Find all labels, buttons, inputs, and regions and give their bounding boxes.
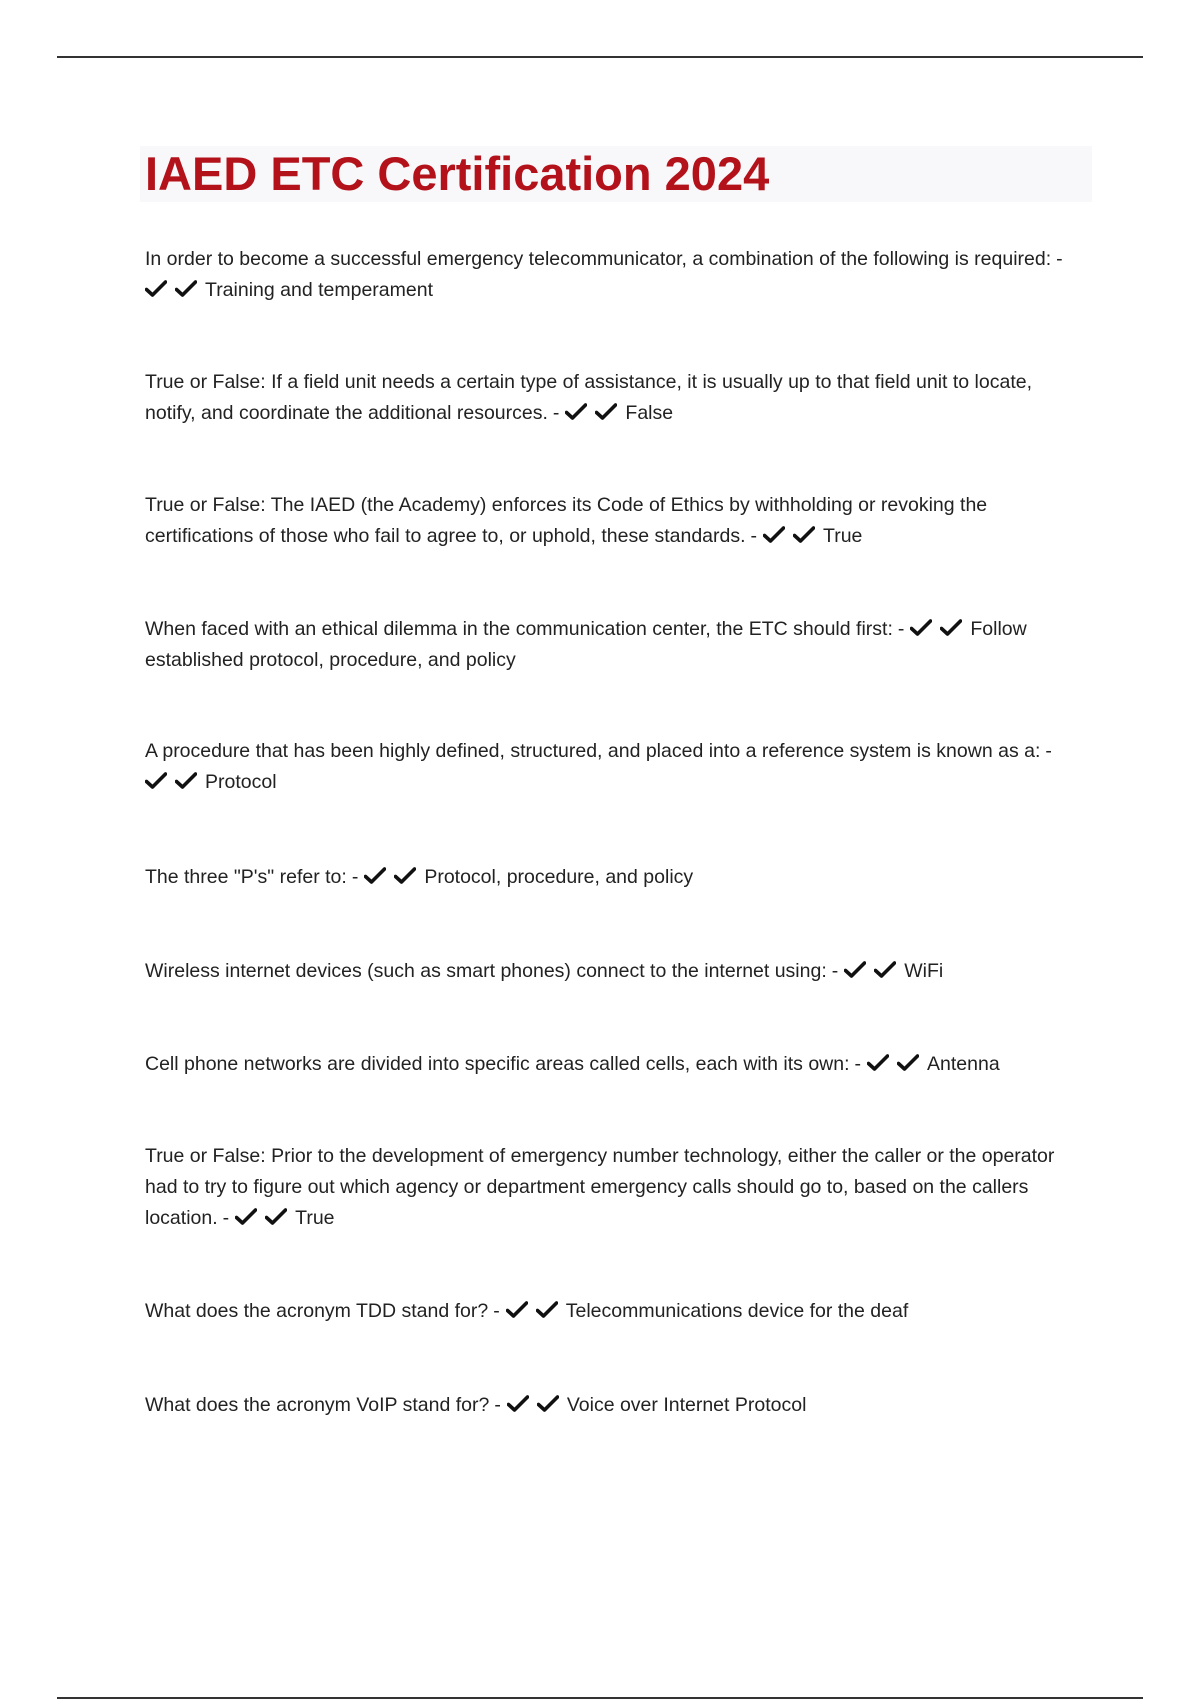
question-text: In order to become a successful emergency telecommunicator, a combination of the following is required: [145,248,1052,270]
answer-text: WiFi [904,960,944,982]
separator: - [494,1394,501,1416]
qa-item-10 [145,1296,1085,1327]
check-icon [364,867,386,884]
check-icon [867,1054,889,1071]
qa-item-1 [145,244,1085,306]
answer-text: True [295,1207,335,1229]
question-text: True or False: The IAED (the Academy) enforces its Code of Ethics by withholding or revoking the certifications of those who fail to agree to, or uphold, these standards. [145,494,988,547]
separator: - [351,866,359,888]
separator: - [552,402,560,424]
qa-item-7 [145,956,1085,987]
question-text: Cell phone networks are divided into specific areas called cells, each with its own: [145,1053,850,1075]
check-icon [940,619,962,636]
qa-item-5 [145,736,1085,798]
answer-text: Antenna [927,1053,1000,1075]
check-icon [763,526,785,543]
top-rule [57,56,1143,58]
answer-text: Protocol [205,771,277,793]
check-icon [175,280,197,297]
answer-text: False [625,402,674,424]
qa-item-11 [145,1390,1085,1421]
check-icon [235,1208,257,1225]
answer-text: Follow established protocol, procedure, and policy [145,618,1027,671]
answer-text: Protocol, procedure, and policy [424,866,694,888]
check-icon [565,403,587,420]
check-icon [874,961,896,978]
check-icon [793,526,815,543]
qa-item-2 [145,367,1085,429]
check-icon [175,772,197,789]
check-icon [506,1301,528,1318]
separator: - [854,1053,862,1075]
question-text: What does the acronym VoIP stand for? [145,1394,490,1416]
question-text: What does the acronym TDD stand for? [145,1300,489,1322]
question-text: True or False: If a field unit needs a certain type of assistance, it is usually up to that field unit to locate, notify, and coordinate the additional resources. [145,371,1033,424]
check-icon [145,772,167,789]
question-text: A procedure that has been highly defined, structured, and placed into a reference system is known as a: [145,740,1041,762]
separator: - [493,1300,500,1322]
qa-item-6 [145,862,1085,893]
qa-item-9 [145,1141,1085,1234]
check-icon [844,961,866,978]
check-icon [897,1054,919,1071]
separator: - [750,525,758,547]
qa-item-3 [145,490,1085,552]
check-icon [394,867,416,884]
qa-item-8 [145,1049,1085,1080]
document-title: IAED ETC Certification 2024 [145,147,770,200]
answer-text: Training and temperament [205,279,433,301]
separator: - [897,618,905,640]
separator: - [1056,248,1063,270]
qa-item-4 [145,614,1085,676]
check-icon [595,403,617,420]
answer-text: True [823,525,863,547]
check-icon [537,1395,559,1412]
check-icon [536,1301,558,1318]
check-icon [145,280,167,297]
answer-text: Voice over Internet Protocol [566,1394,807,1416]
check-icon [265,1208,287,1225]
bottom-rule [57,1697,1143,1699]
check-icon [910,619,932,636]
question-text: When faced with an ethical dilemma in the communication center, the ETC should first: [145,618,893,640]
separator: - [1045,740,1052,762]
separator: - [831,960,839,982]
answer-text: Telecommunications device for the deaf [565,1300,909,1322]
question-text: Wireless internet devices (such as smart phones) connect to the internet using: [145,960,827,982]
check-icon [507,1395,529,1412]
separator: - [222,1207,230,1229]
question-text: True or False: Prior to the development of emergency number technology, either the caller or the operator had to try to figure out which agency or department emergency calls should go to, based on the callers location. [145,1145,1055,1229]
question-text: The three "P's" refer to: [145,866,347,888]
